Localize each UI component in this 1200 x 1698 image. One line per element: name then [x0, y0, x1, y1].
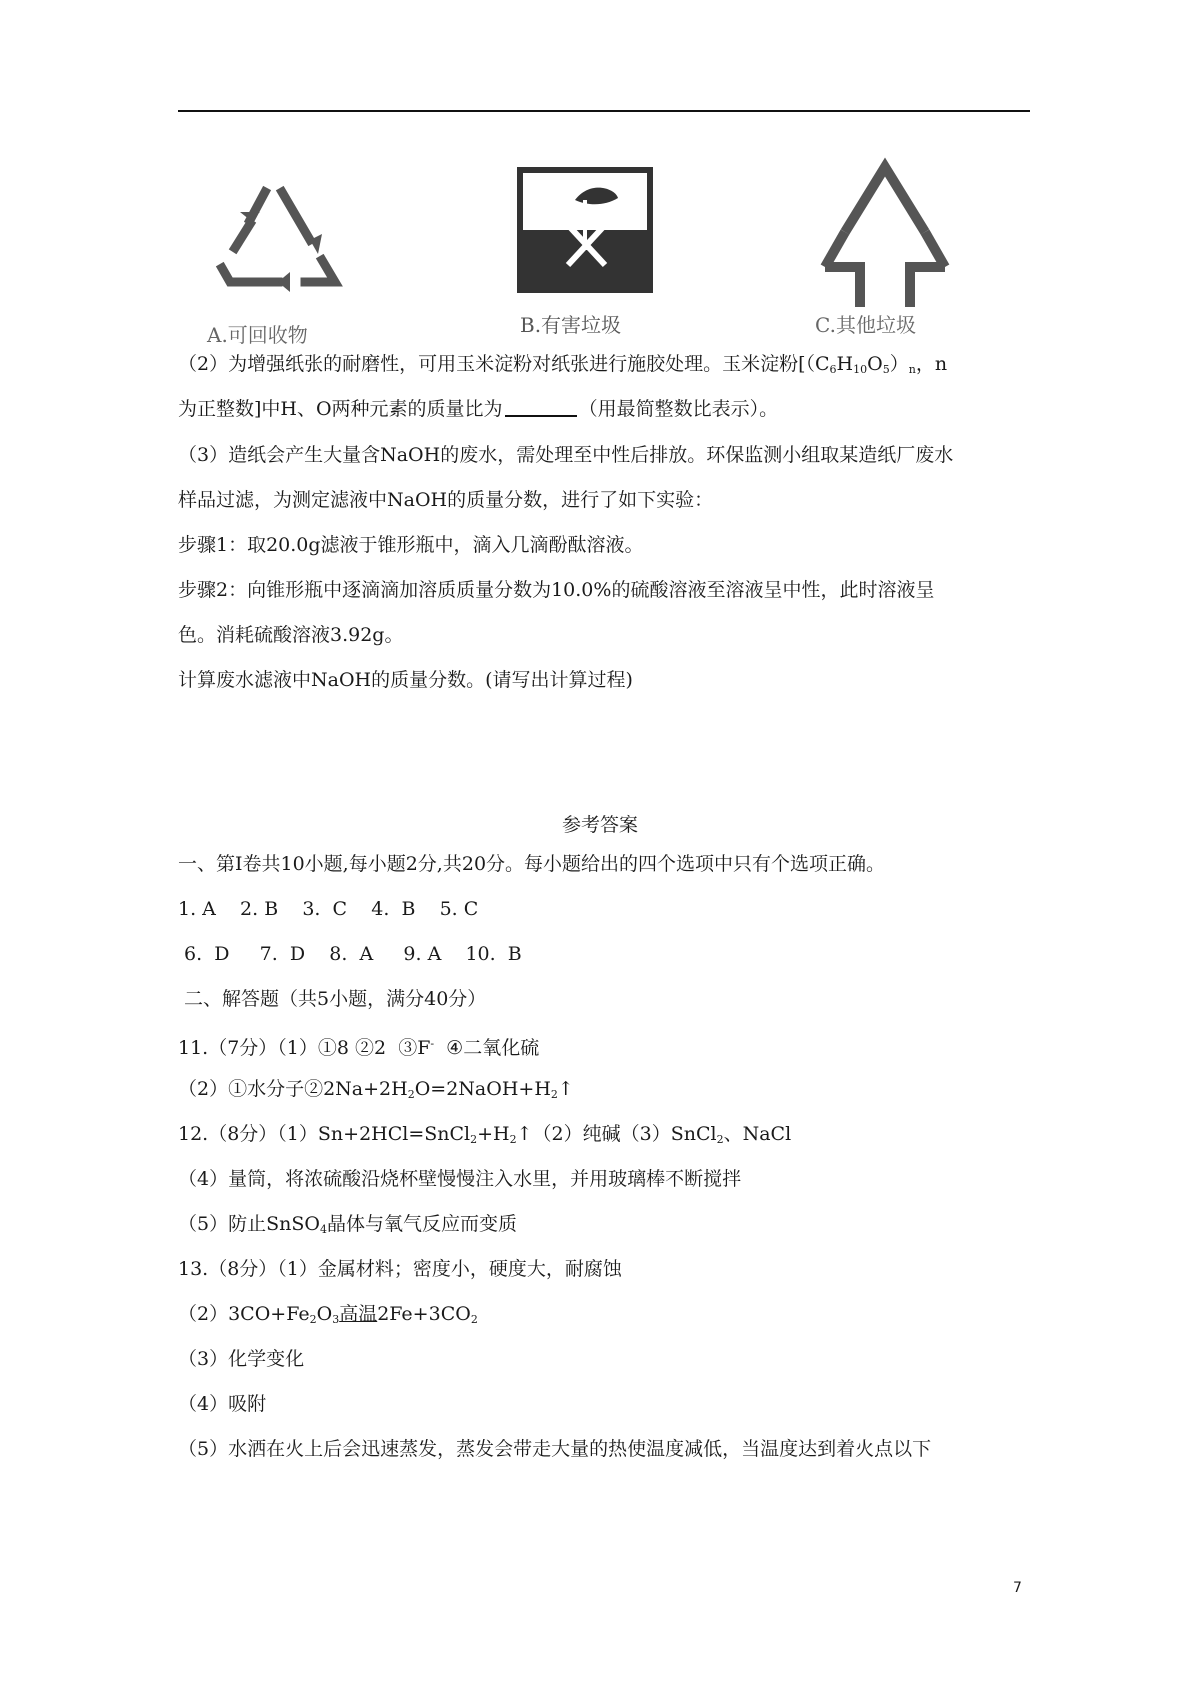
- answer-13-line-4: （4）吸附: [178, 1393, 267, 1415]
- q3-line-1: （3）造纸会产生大量含NaOH的废水，需处理至中性后排放。环保监测小组取某造纸厂废水: [178, 444, 954, 466]
- q3-step-2-line-2: 色。消耗硫酸溶液3.92g。: [178, 624, 404, 646]
- answers-part2-header: 二、解答题（共5小题，满分40分）: [178, 988, 487, 1010]
- figure-label-c: C.其他垃圾: [815, 313, 916, 337]
- q2-line-1: （2）为增强纸张的耐磨性，可用玉米淀粉对纸张进行施胶处理。玉米淀粉[$(C_6H_{10}O_5)_n$，n: [178, 353, 948, 376]
- answer-13-line-2: $(2)3CO+Fe_2O_3$高温$2Fe+3CO_2$: [178, 1303, 478, 1326]
- q3-calc: 计算废水滤液中NaOH的质量分数。(请写出计算过程): [178, 669, 633, 691]
- answer-13-line-1: 13.（8分）（1）金属材料；密度小，硬度大，耐腐蚀: [178, 1258, 622, 1280]
- hazardous-symbol-icon: [520, 170, 650, 290]
- answer-13-line-5: （5）水洒在火上后会迅速蒸发，蒸发会带走大量的热使温度减低，当温度达到着火点以下: [178, 1438, 932, 1460]
- answer-12-line-3: （5）防止SnSO$_4$晶体与氧气反应而变质: [178, 1213, 517, 1236]
- q3-step-1: 步骤1：取20.0g滤液于锥形瓶中，滴入几滴酚酞溶液。: [178, 534, 644, 556]
- answer-12-line-1: 12.（8分）$(1)Sn+2HCl=SnCl_2+H_2↑(2)$纯碱（3）SnCl$_2$、NaCl: [178, 1123, 792, 1146]
- q3-step-2-line-1: 步骤2：向锥形瓶中逐滴滴加溶质质量分数为10.0%的硫酸溶液至溶液呈中性，此时溶液呈: [178, 579, 935, 601]
- answers-row-1: 1. A 2. B 3. C 4. B 5. C: [178, 898, 479, 920]
- answer-blank: [505, 397, 577, 417]
- figure-label-a: A.可回收物: [207, 323, 308, 347]
- header-rule: [178, 110, 1030, 112]
- page-number: 7: [1013, 1580, 1022, 1596]
- waste-classification-figure: [185, 152, 1010, 357]
- answer-12-line-2: （4）量筒，将浓硫酸沿烧杯壁慢慢注入水里，并用玻璃棒不断搅拌: [178, 1168, 742, 1190]
- q3-line-2: 样品过滤，为测定滤液中NaOH的质量分数，进行了如下实验：: [178, 489, 714, 511]
- answer-13-line-3: （3）化学变化: [178, 1348, 305, 1370]
- answer-11-line-2: （2）①水分子$②2Na+2H_2O=2NaOH+H_2↑$: [178, 1078, 574, 1101]
- recyclable-symbol-icon: [222, 192, 335, 292]
- other-waste-symbol-icon: [825, 167, 945, 307]
- q2-line-2: 为正整数]中H、O两种元素的质量比为 （用最简整数比表示）。: [178, 398, 779, 420]
- answers-part1-header: 一、第Ⅰ卷共10小题,每小题2分,共20分。每小题给出的四个选项中只有个选项正确。: [178, 853, 886, 875]
- reaction-condition: 高温: [339, 1303, 378, 1325]
- answers-row-2: 6. D 7. D 8. A 9. A 10. B: [178, 943, 522, 965]
- answer-11-line-1: 11.（7分）（1）①8 ②2 ③F- ④二氧化硫: [178, 1037, 540, 1059]
- answers-title: 参考答案: [561, 814, 638, 836]
- figure-label-b: B.有害垃圾: [520, 313, 622, 337]
